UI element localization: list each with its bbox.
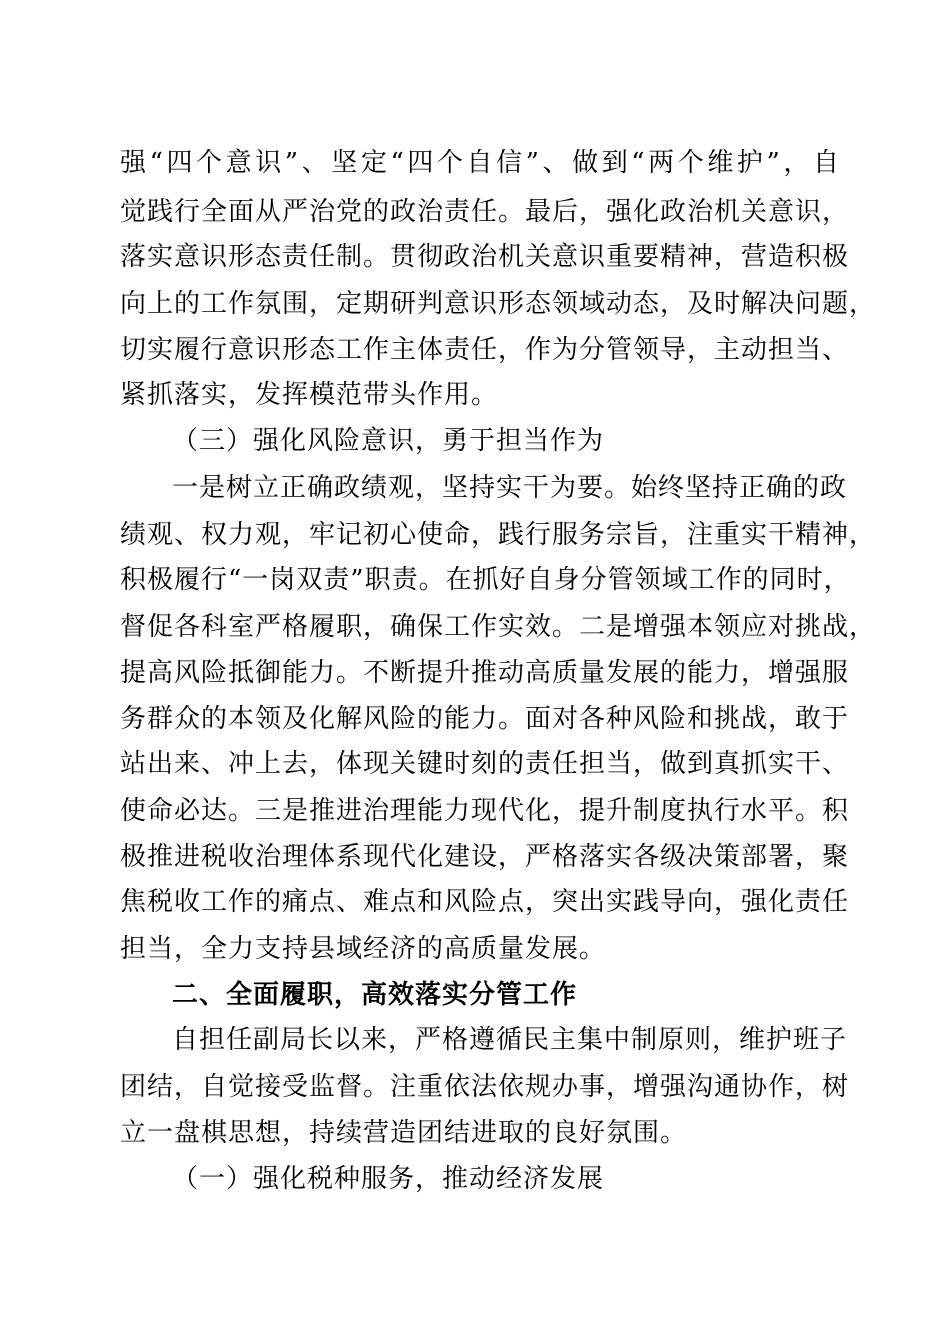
paragraph-line: 自担任副局长以来，严格遵循民主集中制原则，维护班子 <box>172 1025 848 1055</box>
paragraph-line: 绩观、权力观，牢记初心使命，践行服务宗旨，注重实干精神， <box>120 520 877 550</box>
paragraph-line: 使命必达。三是推进治理能力现代化，提升制度执行水平。积 <box>120 796 850 826</box>
paragraph-line: 提高风险抵御能力。不断提升推动高质量发展的能力，增强服 <box>120 658 850 688</box>
section-heading-3: （三）强化风险意识，勇于担当作为 <box>172 426 605 456</box>
paragraph-line: 督促各科室严格履职，确保工作实效。二是增强本领应对挑战， <box>120 612 877 642</box>
paragraph-line: 切实履行意识形态工作主体责任，作为分管领导，主动担当、 <box>120 335 850 365</box>
paragraph-line: 向上的工作氛围，定期研判意识形态领域动态，及时解决问题， <box>120 289 877 319</box>
paragraph-line: 积极履行“一岗双责”职责。在抓好自身分管领域工作的同时， <box>120 565 851 595</box>
paragraph-line: 团结，自觉接受监督。注重依法依规办事，增强沟通协作，树 <box>120 1072 850 1102</box>
paragraph-line: 担当，全力支持县域经济的高质量发展。 <box>120 934 607 964</box>
section-heading-1: （一）强化税种服务，推动经济发展 <box>172 1164 605 1194</box>
paragraph-line: 焦税收工作的痛点、难点和风险点，突出实践导向，强化责任 <box>120 887 850 917</box>
paragraph-line: 觉践行全面从严治党的政治责任。最后，强化政治机关意识， <box>120 197 850 227</box>
paragraph-line: 紧抓落实，发挥模范带头作用。 <box>120 380 499 410</box>
paragraph-line: 强“四个意识”、坚定“四个自信”、做到“两个维护”，自 <box>120 148 840 178</box>
paragraph-line: 一是树立正确政绩观，坚持实干为要。始终坚持正确的政 <box>172 473 848 503</box>
paragraph-line: 落实意识形态责任制。贯彻政治机关意识重要精神，营造积极 <box>120 242 850 272</box>
paragraph-line: 站出来、冲上去，体现关键时刻的责任担当，做到真抓实干、 <box>120 749 850 779</box>
paragraph-line: 立一盘棋思想，持续营造团结进取的良好氛围。 <box>120 1118 688 1148</box>
paragraph-line: 务群众的本领及化解风险的能力。面对各种风险和挑战，敢于 <box>120 704 850 734</box>
paragraph-line: 极推进税收治理体系现代化建设，严格落实各级决策部署，聚 <box>120 842 850 872</box>
section-heading-2: 二、全面履职，高效落实分管工作 <box>172 980 578 1010</box>
